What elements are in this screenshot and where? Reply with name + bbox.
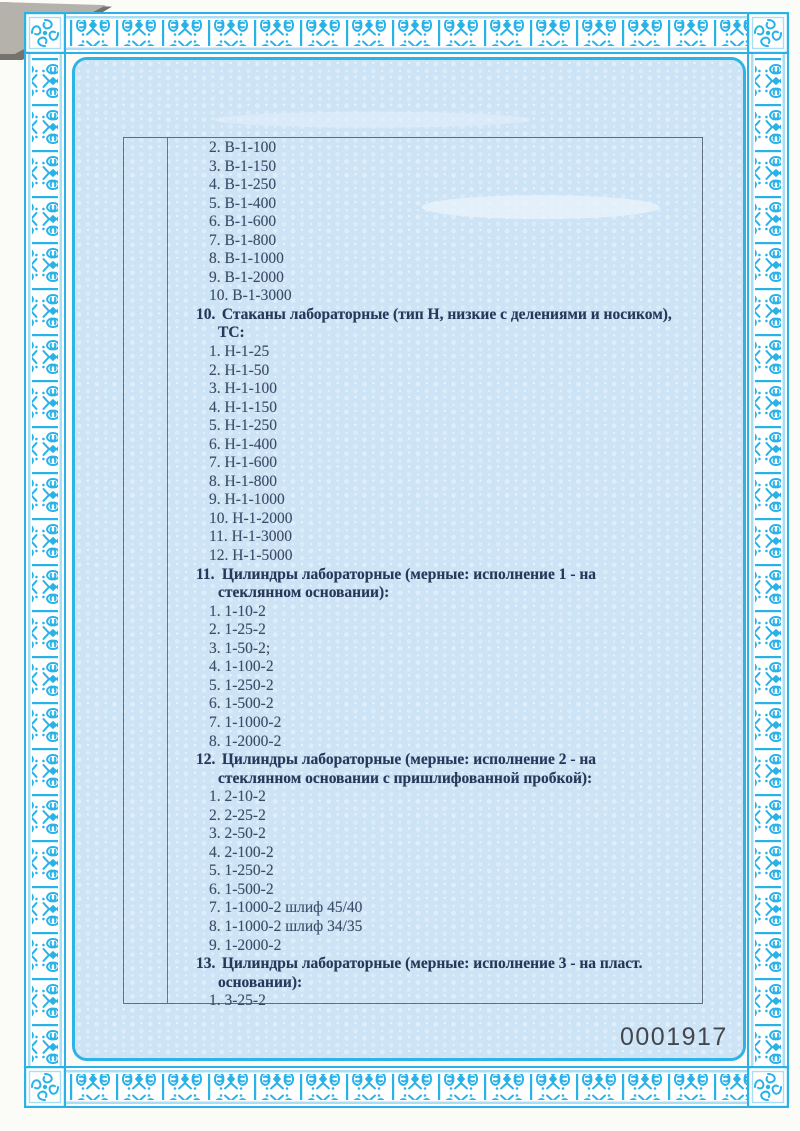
- list-item: 12. Н-1-5000: [209, 547, 293, 565]
- list-item: 11. Н-1-3000: [209, 528, 292, 546]
- list-item: 5. В-1-400: [209, 194, 277, 212]
- list-item: 8. 1-1000-2 шлиф 34/35: [209, 917, 363, 935]
- list-item: 5. 1-250-2: [209, 676, 274, 694]
- list-item: 2. 2-25-2: [209, 806, 266, 824]
- section-header-line: стеклянном основании с пришлифованной пробкой):: [218, 769, 593, 787]
- section-header-line: стеклянном основании):: [218, 584, 390, 602]
- section-header-line: 13. Цилиндры лабораторные (мерные: исполнение 3 - на пласт.: [196, 955, 643, 973]
- list-item: 9. В-1-2000: [209, 268, 284, 286]
- serial-number: 0001917: [620, 1023, 728, 1051]
- corner-rosette-icon: [747, 1066, 789, 1108]
- section-header-line: 10. Стаканы лабораторные (тип Н, низкие с делениями и носиком),: [196, 305, 672, 323]
- list-item: 7. Н-1-600: [209, 454, 278, 472]
- list-item: 1. 1-10-2: [209, 602, 266, 620]
- border-strip-right: [747, 12, 789, 1108]
- list-item: 2. 1-25-2: [209, 621, 266, 639]
- list-item: 10. Н-1-2000: [209, 509, 293, 527]
- section-header-line: ТС:: [218, 324, 245, 342]
- section-header-line: 12. Цилиндры лабораторные (мерные: исполнение 2 - на: [196, 751, 597, 769]
- list-item: 3. В-1-150: [209, 157, 277, 175]
- list-item: 7. 1-1000-2 шлиф 45/40: [209, 899, 363, 917]
- document-lines: [123, 139, 703, 1011]
- section-number: 10.: [196, 305, 216, 323]
- list-item: 10. В-1-3000: [209, 287, 292, 305]
- list-item: 8. В-1-1000: [209, 250, 284, 268]
- corner-rosette-icon: [24, 12, 66, 54]
- list-item: 4. 1-100-2: [209, 658, 274, 676]
- list-item: 5. Н-1-250: [209, 417, 278, 435]
- border-strip-left: [24, 12, 66, 1108]
- list-item: 5. 1-250-2: [209, 862, 274, 880]
- list-item: 3. 2-50-2: [209, 825, 266, 843]
- list-item: 6. 1-500-2: [209, 880, 274, 898]
- list-item: 7. В-1-800: [209, 231, 277, 249]
- list-item: 9. 1-2000-2: [209, 936, 282, 954]
- section-number: 12.: [196, 751, 216, 769]
- list-item: 6. 1-500-2: [209, 695, 274, 713]
- list-item: 9. Н-1-1000: [209, 491, 285, 509]
- corner-rosette-icon: [747, 12, 789, 54]
- list-item: 8. 1-2000-2: [209, 732, 282, 750]
- list-item: 8. Н-1-800: [209, 472, 278, 490]
- list-item: 1. 3-25-2: [209, 992, 266, 1010]
- border-strip-top: [24, 12, 789, 54]
- list-item: 7. 1-1000-2: [209, 713, 282, 731]
- list-item: 2. В-1-100: [209, 139, 277, 156]
- list-item: 6. Н-1-400: [209, 435, 278, 453]
- list-item: 4. В-1-250: [209, 176, 277, 194]
- section-header-line: основании):: [218, 973, 303, 991]
- list-item: 4. Н-1-150: [209, 398, 278, 416]
- list-item: 4. 2-100-2: [209, 843, 274, 861]
- list-item: 3. Н-1-100: [209, 380, 278, 398]
- list-item: 1. 2-10-2: [209, 788, 266, 806]
- list-item: 2. Н-1-50: [209, 361, 270, 379]
- list-item: 3. 1-50-2;: [209, 639, 271, 657]
- corner-rosette-icon: [24, 1066, 66, 1108]
- section-header-line: 11. Цилиндры лабораторные (мерные: исполнение 1 - на: [196, 565, 597, 583]
- section-number: 11.: [196, 565, 215, 583]
- border-strip-bottom: [24, 1066, 789, 1108]
- list-item: 1. Н-1-25: [209, 343, 270, 361]
- list-item: 6. В-1-600: [209, 213, 277, 231]
- section-number: 13.: [196, 955, 216, 973]
